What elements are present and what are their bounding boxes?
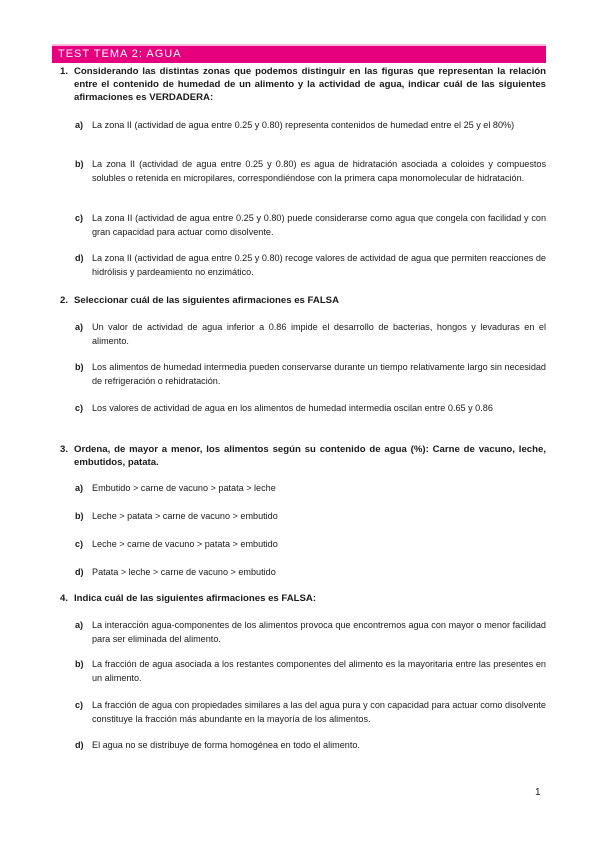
option-1c bbox=[75, 211, 546, 239]
option-letter: a) bbox=[75, 120, 84, 130]
title-banner bbox=[52, 44, 546, 63]
option-3a bbox=[75, 481, 546, 495]
question-number: 2. bbox=[60, 295, 69, 306]
question-text: Considerando las distintas zonas que podemos distinguir en las figuras que representan la relación entre el contenido de humedad de un alimento y la actividad de agua, indicar cuál de las siguientes afirmaciones es VERDADERA: bbox=[74, 66, 546, 103]
question-text: Indica cuál de las siguientes afirmaciones es FALSA: bbox=[74, 593, 317, 604]
option-letter: c) bbox=[75, 213, 84, 223]
option-2b bbox=[75, 360, 546, 388]
option-1a bbox=[75, 118, 546, 132]
option-text: Un valor de actividad de agua inferior a 0.86 impide el desarrollo de bacterias, hongos y levaduras en el alimento. bbox=[92, 322, 546, 346]
option-text: Leche > carne de vacuno > patata > embutido bbox=[92, 539, 278, 549]
question-2 bbox=[60, 294, 546, 307]
option-4a bbox=[75, 618, 546, 646]
option-text: La zona II (actividad de agua entre 0.25 y 0.80) recoge valores de actividad de agua que permiten reacciones de hidrólisis y pardeamiento no enzimático. bbox=[92, 253, 546, 277]
option-2c bbox=[75, 401, 546, 415]
option-letter: b) bbox=[75, 511, 84, 521]
option-1d bbox=[75, 251, 546, 279]
option-3d bbox=[75, 565, 546, 579]
option-2a bbox=[75, 320, 546, 348]
option-letter: d) bbox=[75, 253, 84, 263]
option-3b bbox=[75, 509, 546, 523]
option-text: Los valores de actividad de agua en los alimentos de humedad intermedia oscilan entre 0.65 y 0.86 bbox=[92, 403, 493, 413]
option-4c bbox=[75, 698, 546, 726]
option-text: Los alimentos de humedad intermedia pueden conservarse durante un tiempo relativamente largo sin necesidad de refrigeración o rehidratación. bbox=[92, 362, 546, 386]
option-letter: a) bbox=[75, 483, 84, 493]
question-1 bbox=[60, 65, 546, 104]
option-letter: a) bbox=[75, 620, 84, 630]
question-number: 1. bbox=[60, 66, 69, 77]
option-letter: b) bbox=[75, 362, 84, 372]
option-text: La fracción de agua asociada a los restantes componentes del alimento es la mayoritaria entre las presentes en un alimento. bbox=[92, 659, 546, 683]
page-number: 1 bbox=[535, 787, 541, 798]
question-4 bbox=[60, 592, 546, 605]
option-text: Patata > leche > carne de vacuno > embutido bbox=[92, 567, 276, 577]
option-3c bbox=[75, 537, 546, 551]
option-1b bbox=[75, 157, 546, 185]
option-text: El agua no se distribuye de forma homogénea en todo el alimento. bbox=[92, 740, 360, 750]
question-3 bbox=[60, 443, 546, 469]
page-title: TEST TEMA 2: AGUA bbox=[58, 48, 182, 60]
option-letter: d) bbox=[75, 567, 84, 577]
option-letter: c) bbox=[75, 700, 84, 710]
option-4b bbox=[75, 657, 546, 685]
option-text: La zona II (actividad de agua entre 0.25 y 0.80) es agua de hidratación asociada a coloides y compuestos solubles o retenida en micropilares, correspondiéndose con la primera capa monomolecular de hidratación. bbox=[92, 159, 546, 183]
option-text: La interacción agua-componentes de los alimentos provoca que encontremos agua con mayor o menor facilidad para ser eliminada del alimento. bbox=[92, 620, 546, 644]
question-number: 4. bbox=[60, 593, 69, 604]
option-letter: b) bbox=[75, 159, 84, 169]
option-letter: c) bbox=[75, 539, 84, 549]
option-4d bbox=[75, 738, 546, 752]
question-number: 3. bbox=[60, 444, 69, 455]
option-letter: b) bbox=[75, 659, 84, 669]
option-text: La zona II (actividad de agua entre 0.25 y 0.80) representa contenidos de humedad entre el 25 y el 80%) bbox=[92, 120, 515, 130]
option-letter: a) bbox=[75, 322, 84, 332]
option-text: La zona II (actividad de agua entre 0.25 y 0.80) puede considerarse como agua que congela con facilidad y con gran capacidad para actuar como disolvente. bbox=[92, 213, 546, 237]
option-text: Leche > patata > carne de vacuno > embutido bbox=[92, 511, 278, 521]
option-letter: c) bbox=[75, 403, 84, 413]
option-text: Embutido > carne de vacuno > patata > leche bbox=[92, 483, 276, 493]
option-letter: d) bbox=[75, 740, 84, 750]
question-text: Seleccionar cuál de las siguientes afirmaciones es FALSA bbox=[74, 295, 340, 306]
option-text: La fracción de agua con propiedades similares a las del agua pura y con capacidad para actuar como disolvente constituye la fracción más abundante en la mayoría de los alimentos. bbox=[92, 700, 546, 724]
question-text: Ordena, de mayor a menor, los alimentos según su contenido de agua (%): Carne de vacuno, leche, embutidos, patata. bbox=[74, 444, 546, 468]
